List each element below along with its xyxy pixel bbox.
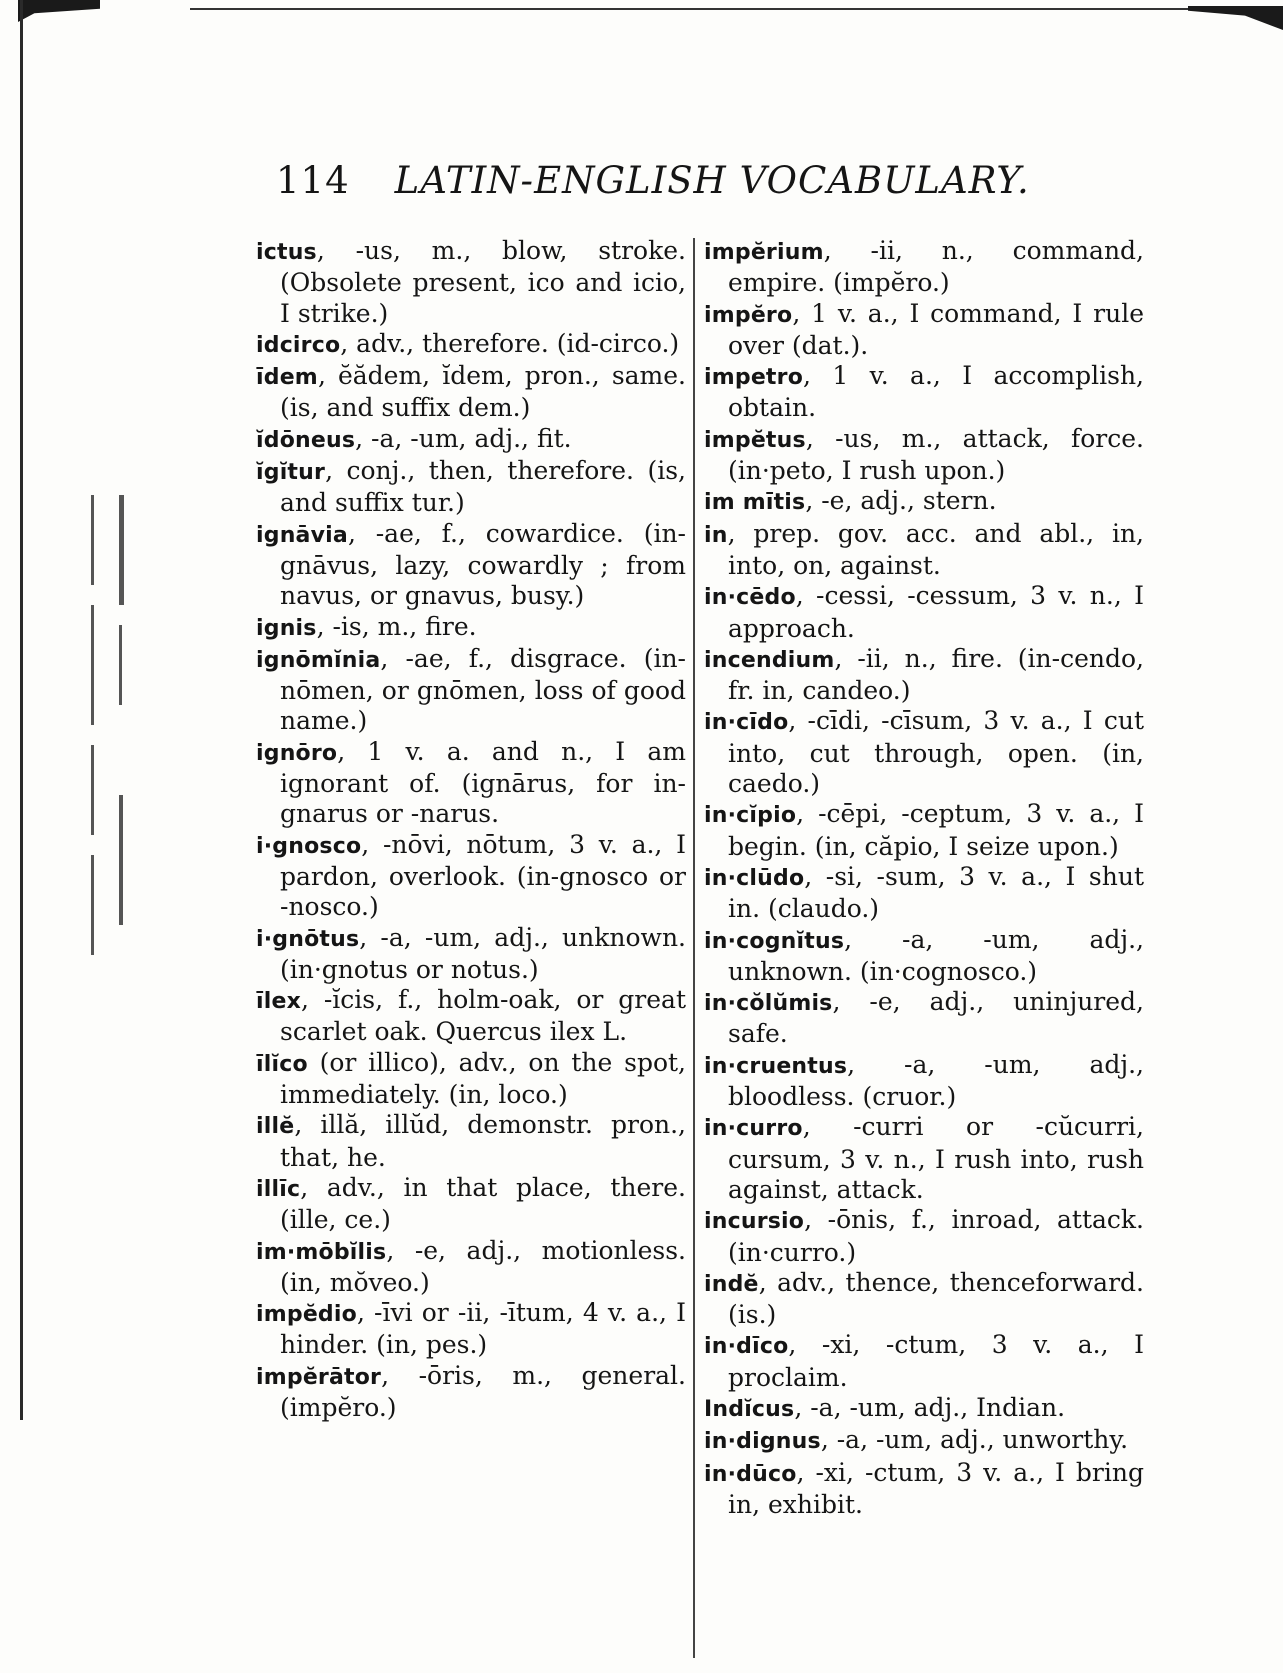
- entry-definition: , -ōris, m., general. (impĕro.): [280, 1360, 686, 1422]
- entry-headword: ĭgĭtur: [256, 460, 326, 486]
- entry-definition: , -a, -um, adj., Indian.: [794, 1392, 1066, 1422]
- entry-definition: , -cēpi, -ceptum, 3 v. a., I begin. (in, căpio, I seize upon.): [728, 799, 1144, 861]
- entry-headword: ignōro: [256, 740, 338, 766]
- entry: [704, 486, 1144, 518]
- entry-definition: , ĕădem, ĭdem, pron., same. (is, and suffix dem.): [280, 361, 686, 423]
- entry-headword: in·cognĭtus: [704, 928, 845, 954]
- entry-definition: , -ae, f., disgrace. (in-nōmen, or gnōmen, loss of good name.): [280, 643, 686, 736]
- entry-headword: in·clūdo: [704, 865, 805, 891]
- entry-headword: illĕ: [256, 1114, 295, 1140]
- entry-headword: impetro: [704, 365, 804, 391]
- entry-definition: , -xi, -ctum, 3 v. a., I proclaim.: [728, 1330, 1144, 1392]
- entry: [256, 1361, 686, 1424]
- entry-headword: in·cēdo: [704, 585, 796, 611]
- entry: [256, 236, 686, 329]
- entry-definition: , -ii, n., command, empire. (impĕro.): [728, 236, 1144, 298]
- entry-headword: in·cŏlŭmis: [704, 991, 833, 1017]
- entry: [704, 581, 1144, 644]
- entry-headword: in·curro: [704, 1116, 803, 1142]
- entry-definition: , -a, -um, adj., unknown. (in·gnotus or notus.): [280, 922, 686, 984]
- entry-headword: ignāvia: [256, 522, 348, 548]
- entry: [256, 329, 686, 361]
- entry: [704, 1050, 1144, 1113]
- page-title: LATIN-ENGLISH VOCABULARY.: [394, 159, 1030, 202]
- entry: [704, 1458, 1144, 1521]
- entry-definition: (or illico), adv., on the spot, immediately. (in, loco.): [280, 1047, 686, 1110]
- entry-headword: īdem: [256, 365, 318, 391]
- entry-definition: , -xi, -ctum, 3 v. a., I bring in, exhibit.: [728, 1457, 1144, 1519]
- entry-definition: , -a, -um, adj., bloodless. (cruor.): [728, 1049, 1144, 1112]
- entry-headword: impĕrātor: [256, 1364, 382, 1390]
- entry-headword: in·cĭpio: [704, 803, 797, 829]
- entry: [256, 737, 686, 830]
- entry: [704, 299, 1144, 362]
- entry-headword: in·dignus: [704, 1429, 821, 1455]
- entry: [256, 424, 686, 456]
- entry-headword: in: [704, 522, 728, 548]
- entry-definition: , -ĭcis, f., holm-oak, or great scarlet oak. Quercus ilex L.: [280, 985, 686, 1047]
- entry-headword: in·dūco: [704, 1461, 797, 1487]
- entry: [256, 830, 686, 923]
- entry-headword: impĕrium: [704, 240, 824, 265]
- entry: [704, 519, 1144, 582]
- entry-definition: , 1 v. a., I accomplish, obtain.: [728, 361, 1144, 423]
- entry: [256, 361, 686, 424]
- entry-headword: i·gnōtus: [256, 926, 360, 952]
- entry: [256, 612, 686, 644]
- entry-definition: , 1 v. a., I command, I rule over (dat.).: [728, 298, 1144, 360]
- entry: [704, 862, 1144, 925]
- entry: [256, 1048, 686, 1111]
- entry-definition: , -a, -um, adj., fit.: [355, 423, 572, 453]
- entry-definition: , 1 v. a. and n., I am ignorant of. (ignārus, for in-gnarus or -narus.: [280, 736, 686, 829]
- entry: [704, 1330, 1144, 1393]
- entry: [704, 1112, 1144, 1205]
- entry-definition: , -cīdi, -cīsum, 3 v. a., I cut into, cut through, open. (in, caedo.): [728, 706, 1144, 799]
- entry-definition: , adv., therefore. (id-circo.): [340, 328, 680, 358]
- right-column: [704, 236, 1144, 1520]
- entry-definition: , -ii, n., fire. (in-cendo, fr. in, candeo.): [728, 643, 1144, 706]
- left-column: [256, 236, 686, 1423]
- entry: [704, 987, 1144, 1050]
- entry-headword: impĕro: [704, 302, 793, 328]
- entry-definition: , illă, illŭd, demonstr. pron., that, he.: [280, 1110, 686, 1172]
- page-edge-left: [20, 0, 23, 1420]
- entry-definition: , -is, m., fire.: [316, 611, 477, 641]
- entry: [704, 236, 1144, 299]
- entry-headword: Indĭcus: [704, 1396, 795, 1422]
- entry-headword: impĕtus: [704, 427, 806, 453]
- entry: [704, 1425, 1144, 1457]
- entry-definition: , prep. gov. acc. and abl., in, into, on, against.: [727, 518, 1144, 580]
- entry: [704, 925, 1144, 988]
- entry-headword: in·cīdo: [704, 710, 789, 736]
- entry: [256, 1173, 686, 1236]
- entry-definition: , -si, -sum, 3 v. a., I shut in. (claudo.): [728, 861, 1144, 924]
- entry-definition: , -e, adj., uninjured, safe.: [728, 987, 1144, 1049]
- entry: [704, 361, 1144, 424]
- entry: [256, 644, 686, 737]
- entry: [256, 1236, 686, 1299]
- entry: [704, 1205, 1144, 1268]
- entry: [256, 923, 686, 986]
- entry-headword: indĕ: [704, 1271, 759, 1297]
- entry-definition: , -ae, f., cowardice. (in-gnāvus, lazy, cowardly ; from navus, or gnavus, busy.): [280, 518, 686, 611]
- entry-definition: , -īvi or -ii, -ītum, 4 v. a., I hinder. (in, pes.): [280, 1298, 686, 1360]
- entry-headword: ictus: [256, 240, 317, 265]
- entry-headword: in·dīco: [704, 1334, 789, 1360]
- entry-definition: , conj., then, therefore. (is, and suffix tur.): [280, 456, 686, 518]
- entry-headword: incursio: [704, 1209, 805, 1235]
- entry-headword: incendium: [704, 647, 835, 673]
- entry-headword: ignōmĭnia: [256, 647, 381, 673]
- entry: [256, 985, 686, 1048]
- entry-definition: , -a, -um, adj., unknown. (in·cognosco.): [728, 924, 1144, 986]
- entry-definition: , -ōnis, f., inroad, attack. (in·curro.): [728, 1205, 1144, 1267]
- entry: [256, 1110, 686, 1173]
- entry: [704, 1268, 1144, 1331]
- entry-headword: idcirco: [256, 332, 341, 358]
- page-corner-shadow: [18, 0, 100, 22]
- page-header: [276, 158, 1076, 204]
- entry-definition: , -us, m., attack, force. (in·peto, I rush upon.): [728, 423, 1144, 486]
- entry-definition: , -a, -um, adj., unworthy.: [820, 1425, 1129, 1455]
- entry-headword: i·gnosco: [256, 833, 362, 859]
- entry: [256, 1298, 686, 1361]
- entry-definition: , -nōvi, nōtum, 3 v. a., I pardon, overlook. (in-gnosco or -nosco.): [280, 829, 686, 922]
- entry-headword: ignis: [256, 615, 317, 641]
- entry-headword: īlex: [256, 989, 301, 1015]
- entry: [704, 706, 1144, 799]
- entry-headword: ĭdōneus: [256, 427, 356, 453]
- entry: [256, 456, 686, 519]
- entry-headword: īlĭco: [256, 1051, 308, 1077]
- entry-headword: illīc: [256, 1176, 301, 1202]
- entry-definition: , -us, m., blow, stroke. (Obsolete present, ico and icio, I strike.): [280, 236, 686, 328]
- bleed-through-text: [85, 495, 145, 965]
- entry-headword: im mītis: [704, 490, 806, 516]
- column-divider: [693, 238, 695, 1658]
- entry-headword: im·mōbĭlis: [256, 1239, 387, 1265]
- entry: [704, 1393, 1144, 1425]
- entry-definition: , -curri or -cŭcurri, cursum, 3 v. n., I rush into, rush against, attack.: [728, 1112, 1144, 1204]
- entry: [704, 424, 1144, 487]
- entry-definition: , -cessi, -cessum, 3 v. n., I approach.: [728, 581, 1144, 643]
- entry-definition: , -e, adj., motionless. (in, mŏveo.): [280, 1235, 686, 1297]
- entry: [256, 519, 686, 612]
- entry-headword: impĕdio: [256, 1302, 357, 1328]
- page-corner-shadow-right: [1188, 6, 1283, 30]
- entry: [704, 799, 1144, 862]
- page-number: 114: [276, 159, 350, 202]
- entry-definition: , -e, adj., stern.: [805, 486, 997, 516]
- entry: [704, 644, 1144, 707]
- entry-headword: in·cruentus: [704, 1053, 848, 1079]
- top-page-edge: [190, 8, 1251, 10]
- entry-definition: , adv., in that place, there. (ille, ce.): [280, 1172, 686, 1235]
- entry-definition: , adv., thence, thenceforward. (is.): [728, 1267, 1144, 1330]
